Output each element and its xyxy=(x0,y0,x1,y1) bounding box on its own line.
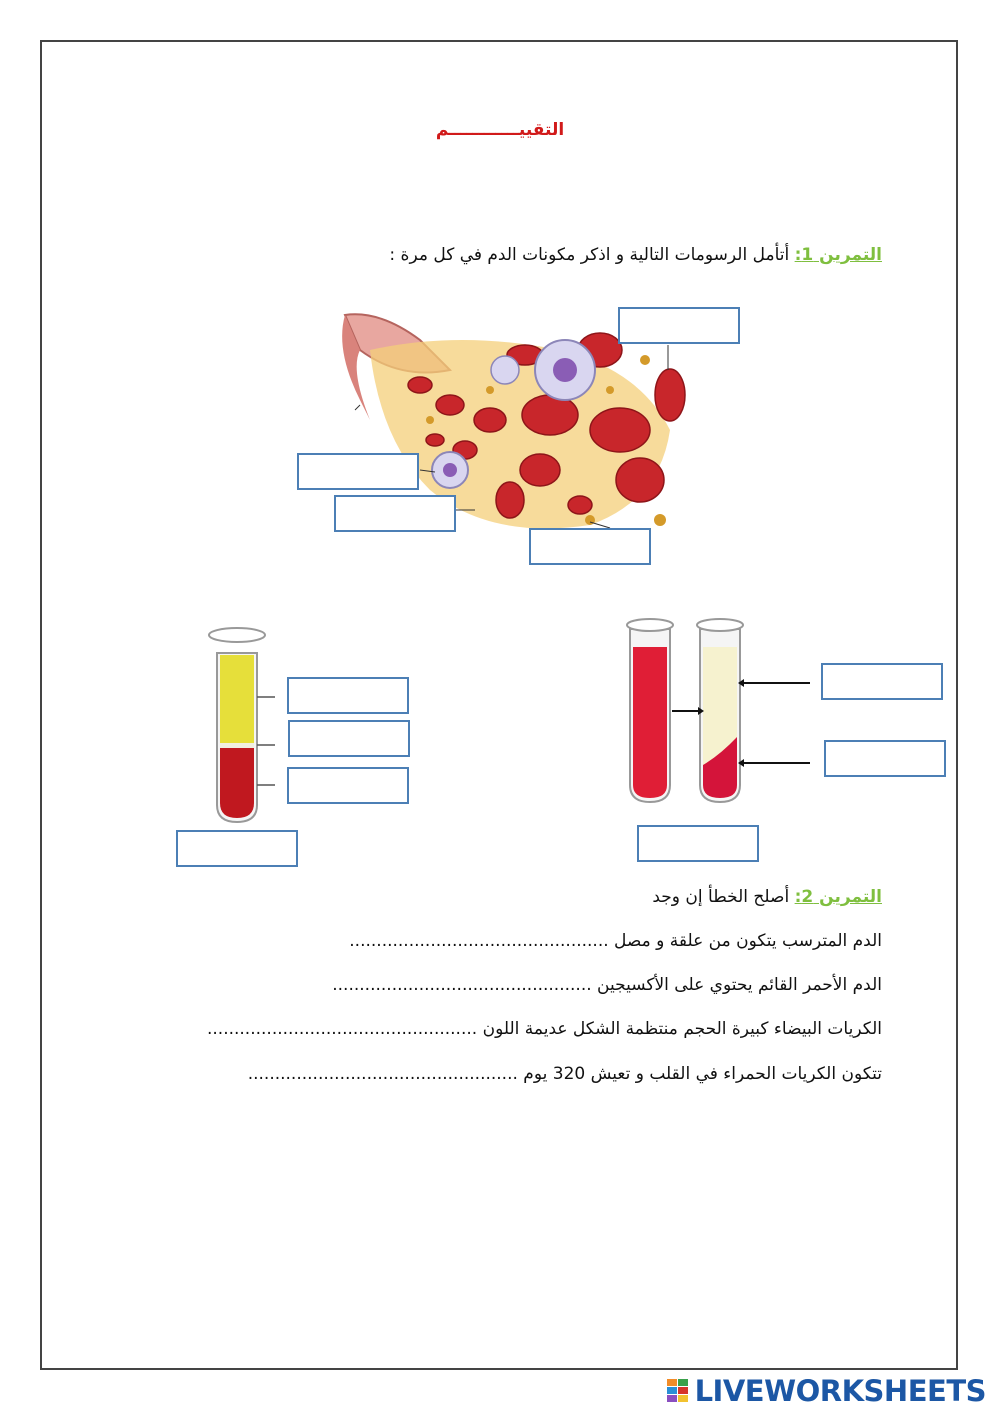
answer-box-tube1-title[interactable] xyxy=(176,830,298,867)
answer-box-red-cell[interactable] xyxy=(618,307,740,344)
watermark-text: LIVEWORKSHEETS xyxy=(694,1374,986,1408)
exercise-2-instruction: أصلح الخطأ إن وجد xyxy=(652,887,795,907)
liveworksheets-logo-icon xyxy=(667,1379,689,1403)
centrifuged-blood-tube-illustration xyxy=(205,625,285,825)
statement-4[interactable]: تتكون الكريات الحمراء في القلب و تعيش 320 يوم .................................................. xyxy=(247,1064,882,1084)
page-title: التقييــــــــــــم xyxy=(435,120,565,140)
exercise-1-instruction: أتأمل الرسومات التالية و اذكر مكونات الدم في كل مرة : xyxy=(389,245,795,265)
exercise-1-label: التمرين 1: xyxy=(794,245,882,265)
answer-box-tube1-red-cells[interactable] xyxy=(287,767,409,804)
answer-box-tube2-title[interactable] xyxy=(637,825,759,862)
exercise-2-label: التمرين 2: xyxy=(794,887,882,907)
answer-box-platelets[interactable] xyxy=(529,528,651,565)
answer-box-white-cell[interactable] xyxy=(297,453,419,490)
exercise-1-heading xyxy=(389,245,882,265)
answer-box-plasma[interactable] xyxy=(334,495,456,532)
exercise-2-heading xyxy=(652,887,882,907)
answer-box-tube2-serum[interactable] xyxy=(821,663,943,700)
statement-2[interactable]: الدم الأحمر القائم يحتوي على الأكسيجين ................................................ xyxy=(332,975,882,995)
answer-box-tube2-clot[interactable] xyxy=(824,740,946,777)
clotting-blood-tubes-illustration xyxy=(620,615,820,810)
statement-3[interactable]: الكريات البيضاء كبيرة الحجم منتظمة الشكل عديمة اللون .................................................. xyxy=(206,1019,882,1039)
answer-box-tube1-buffy-coat[interactable] xyxy=(288,720,410,757)
answer-box-tube1-plasma[interactable] xyxy=(287,677,409,714)
page-frame xyxy=(40,40,958,1370)
statement-1[interactable]: الدم المترسب يتكون من علقة و مصل ................................................ xyxy=(349,931,882,951)
liveworksheets-watermark xyxy=(667,1374,986,1408)
